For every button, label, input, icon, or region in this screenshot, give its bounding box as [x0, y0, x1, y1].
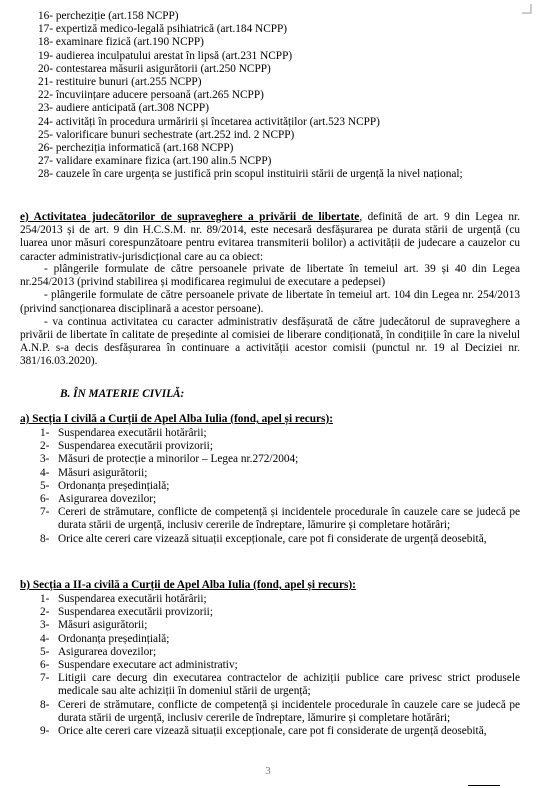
item-number: 8-: [40, 698, 50, 711]
list-item: [40, 453, 520, 466]
list-item: 28- cauzele în care urgența se justifică prin scopul instituirii stării de urgență la nivel național;: [38, 168, 463, 181]
list-item: 21- restituire bunuri (art.255 NCPP): [38, 76, 202, 89]
list-item: 16- percheziție (art.158 NCPP): [38, 10, 179, 22]
item-text: Cereri de strămutare, conflicte de competență și incidentele procedurale în cauzele care se judecă pe durata stării de urgență, inclusiv cererile de îndreptare, lămurire și completare hotărâri;: [58, 698, 520, 724]
civil-section-2-title: b) Secția a II-a civilă a Curții de Apel Alba Iulia (fond, apel și recurs):: [20, 579, 356, 591]
list-item: [40, 533, 520, 546]
item-number: 4-: [40, 466, 50, 479]
item-text: Cereri de strămutare, conflicte de competență și incidentele procedurale în cauzele care se judecă pe durata stării de urgență, inclusiv cererile de îndreptare, lămurire și completare hotărâri;: [58, 506, 520, 532]
list-item: 19- audierea inculpatului arestat în lipsă (art.231 NCPP): [38, 49, 293, 62]
item-number: 6-: [40, 659, 50, 672]
item-number: 1-: [40, 593, 50, 605]
section-e-bullets: [20, 263, 520, 369]
item-number: 9-: [40, 725, 50, 738]
list-item: [40, 440, 520, 453]
list-item: [40, 593, 520, 606]
list-item: 26- percheziția informatică (art.168 NCPP): [38, 142, 234, 155]
item-number: 1-: [40, 427, 50, 439]
section-e-text: , definită de art. 9 din Legea nr. 254/2013 și de art. 9 din H.C.S.M. nr. 89/2014, este necesară desfășurarea pe durata stării de urgență (cu luarea unor măsuri corespunzătoare pentru evitarea transmiterii bolilor) a activității de judecare a cauzelor cu caracter administrativ-jurisdicțional care au ca obiect:: [20, 211, 520, 263]
list-item: [40, 646, 520, 659]
civil-section-2-list: [40, 593, 520, 738]
item-text: Măsuri asigurătorii;: [58, 466, 148, 479]
civil-section-1-title: a) Secția I civilă a Curții de Apel Alba Iulia (fond, apel și recurs):: [20, 413, 333, 425]
list-item: [40, 672, 520, 698]
item-number: 2-: [40, 440, 50, 453]
list-item: 20- contestarea măsurii asigurătorii (art.250 NCPP): [38, 62, 271, 75]
list-item: 27- validare examinare fizica (art.190 alin.5 NCPP): [38, 155, 272, 168]
list-item: [40, 467, 520, 480]
list-item: 17- expertiză medico-legală psihiatrică (art.184 NCPP): [38, 23, 288, 36]
item-number: 4-: [40, 632, 50, 645]
item-number: 3-: [40, 619, 50, 632]
bullet-item: - plângerile formulate de către persoanele private de libertate în temeiul art. 39 și 40 din Legea nr.254/2013 (privind stabilirea și modificarea regimului de executare a pedepsei): [20, 263, 520, 289]
list-item: [40, 699, 520, 725]
item-number: 3-: [40, 453, 50, 466]
item-text: Suspendarea executării hotărârii;: [58, 427, 207, 439]
item-number: 5-: [40, 479, 50, 492]
list-item: [40, 725, 520, 738]
item-number: 6-: [40, 493, 50, 506]
list-item: 24- activități în procedura urmăririi și încetarea activităților (art.523 NCPP): [38, 115, 380, 128]
offence-list: [38, 10, 528, 182]
list-item: [40, 619, 520, 632]
item-number: 7-: [40, 506, 50, 519]
list-item: [40, 633, 520, 646]
list-item: [40, 506, 520, 532]
item-text: Suspendarea executării provizorii;: [58, 606, 213, 619]
item-text: Orice alte cereri care vizează situații excepționale, care pot fi considerate de urgență deosebită,: [58, 725, 487, 738]
list-item: [40, 659, 520, 672]
item-number: 8-: [40, 532, 50, 545]
item-text: Suspendare executare act administrativ;: [58, 659, 238, 672]
list-item: [40, 480, 520, 493]
list-item: 18- examinare fizică (art.190 NCPP): [38, 36, 204, 49]
item-text: Suspendarea executării hotărârii;: [58, 593, 207, 605]
item-text: Ordonanța președințială;: [58, 479, 170, 492]
list-item: 23- audiere anticipată (art.308 NCPP): [38, 102, 209, 115]
list-item: 22- încuviințare aducere persoană (art.265 NCPP): [38, 89, 264, 102]
item-text: Măsuri asigurătorii;: [58, 619, 148, 632]
section-b-title: B. ÎN MATERIE CIVILĂ:: [60, 388, 185, 400]
item-text: Orice alte cereri care vizează situații excepționale, care pot fi considerate de urgență deosebită,: [58, 532, 487, 545]
item-text: Ordonanța președințială;: [58, 632, 170, 645]
section-e-heading: e) Activitatea judecătorilor de supraveghere a privării de libertate: [20, 211, 360, 223]
item-number: 5-: [40, 645, 50, 658]
item-text: Suspendarea executării provizorii;: [58, 440, 213, 453]
item-number: 2-: [40, 606, 50, 619]
bullet-item: - plângerile formulate de către persoanele private de libertate în temeiul art. 104 din Legea nr. 254/2013 (privind sancționarea disciplinară a acestor persoane).: [20, 289, 520, 315]
list-item: [40, 427, 520, 440]
civil-section-1-list: [40, 427, 520, 546]
item-number: 7-: [40, 672, 50, 685]
bullet-item: - va continua activitatea cu caracter administrativ desfășurată de către judecătorul de supraveghere a privării de libertate în calitate de președinte al comisiei de liberare condiționată, în condițiile în care la nivelul A.N.P. s-a decis desfășurarea în continuare a activității acestor comisii (punctul nr. 19 al Deciziei nr. 381/16.03.2020).: [20, 315, 520, 368]
list-item: 25- valorificare bunuri sechestrate (art.252 ind. 2 NCPP): [38, 128, 295, 141]
footer-rule: [468, 785, 500, 786]
section-e-paragraph: [20, 211, 520, 264]
page-number: 3: [265, 765, 271, 777]
list-item: [40, 493, 520, 506]
item-text: Litigii care decurg din executarea contractelor de achiziții publice care privesc strict produsele medicale sau alte achiziții în domeniul stării de urgență;: [58, 672, 520, 698]
item-text: Asigurarea dovezilor;: [58, 493, 157, 506]
list-item: [40, 606, 520, 619]
item-text: Asigurarea dovezilor;: [58, 645, 157, 658]
item-text: Măsuri de protecție a minorilor – Legea nr.272/2004;: [58, 453, 299, 466]
